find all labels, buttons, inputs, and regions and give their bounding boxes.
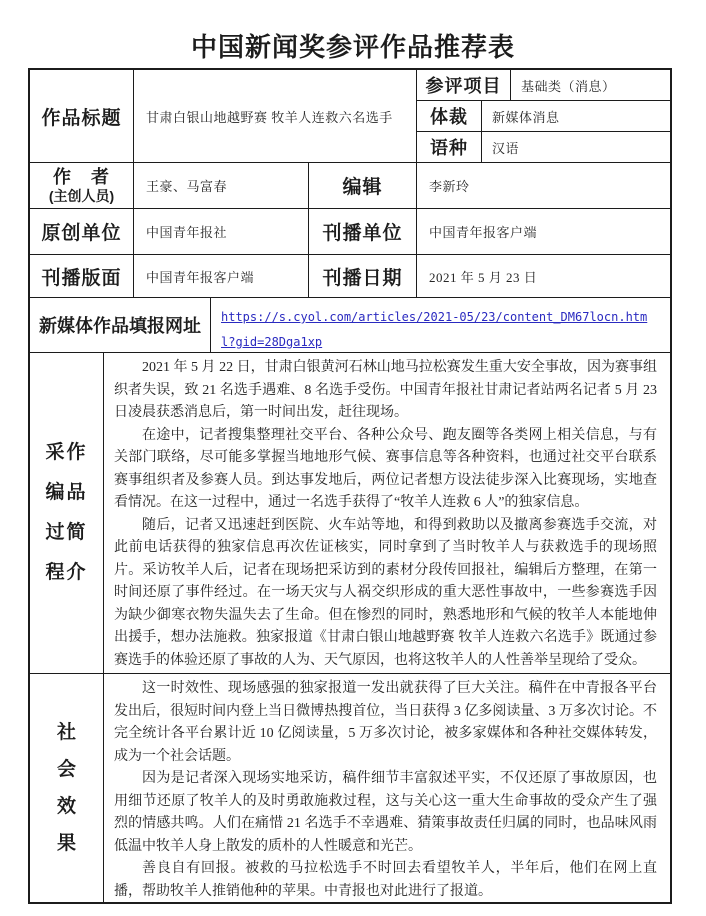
row-work-title (30, 70, 670, 162)
publish-page-value: 中国青年报客户端 (133, 255, 308, 297)
author-label-line1: 作 者 (53, 167, 110, 187)
row-language (417, 131, 670, 162)
effect-paragraph-2: 因为是记者深入现场实地采访，稿件细节丰富叙述平实，不仅还原了事故原因，也用细节还原了牧羊人的及时勇敢施救过程，这与关心这一重大生命事故的受众产生了强烈的情感共鸣。人们在痛惜 21 名选手不幸遇难、猜策事故责任归属的同时，也品味风雨低温中牧羊人身上散发的质朴的人性暖意和光芒。 (114, 771, 657, 854)
effect-paragraph-3: 善良自有回报。被救的马拉松选手不时回去看望牧羊人，半年后，他们在网上直播，帮助牧羊人推销他种的苹果。中青报也对此进行了报道。 (114, 861, 657, 899)
page-title: 中国新闻奖参评作品推荐表 (190, 33, 515, 62)
entry-url-link[interactable]: https://s.cyol.com/articles/2021-05/23/content_DM67locn.html?gid=28Dga1xp (221, 310, 648, 349)
row-process-section (30, 352, 670, 673)
effect-label-line: 会 (56, 759, 76, 780)
row-original-unit (30, 208, 670, 254)
row-publish-page (30, 254, 670, 297)
process-paragraph-2: 在途中，记者搜集整理社交平台、各种公众号、跑友圈等各类网上相关信息，与有关部门联络，尽可能多掌握当地地形气候、赛事信息等各种资料，也通过社交平台联系赛事组织者及参赛人员。到达事发地后，两位记者想方设法徒步深入比赛现场，实地查看情况。在这一过程中，通过一名选手获得了“牧羊人连救 6 人”的独家信息。 (114, 427, 657, 510)
effect-label-line: 效 (56, 796, 76, 817)
author-label (30, 163, 133, 208)
publish-unit-label: 刊播单位 (308, 209, 416, 254)
genre-value: 新媒体消息 (481, 101, 670, 131)
process-label-line: 过简 (45, 522, 88, 543)
publish-unit-value: 中国青年报客户端 (416, 209, 670, 254)
row-entry-category (417, 70, 670, 100)
row-author (30, 162, 670, 208)
entry-url-cell (210, 298, 670, 352)
publish-date-value: 2021 年 5 月 23 日 (416, 255, 670, 297)
row-genre (417, 100, 670, 131)
effect-label-line: 社 (56, 722, 76, 743)
process-label-line: 程介 (45, 562, 88, 583)
author-label-line2: (主创人员) (48, 188, 115, 204)
process-paragraph-3: 随后，记者又迅速赶到医院、火车站等地，和得到救助以及撤离参赛选手交流，对此前电话获得的独家信息再次佐证核实，同时拿到了当时牧羊人与获救选手的现场照片。采访牧羊人后，记者在现场把采访到的素材分段传回报社，编辑后方整理，在第一时间还原了事件经过。在一场天灾与人祸交织形成的重大恶性事故中，一些参赛选手因为缺少御寒衣物失温失去了生命。但在惨烈的同时，熟悉地形和气候的牧羊人本能地伸出援手，想办法施救。独家报道《甘肃白银山地越野赛 牧羊人连救六名选手》既通过参赛选手的体验还原了事故的人为、天气原因，也将这牧羊人的人性善举呈现给了受众。 (114, 517, 657, 668)
recommendation-form (28, 68, 672, 904)
work-title-value: 甘肃白银山地越野赛 牧羊人连救六名选手 (133, 70, 416, 162)
publish-date-label: 刊播日期 (308, 255, 416, 297)
author-value: 王豪、马富春 (133, 163, 308, 208)
entry-category-value: 基础类（消息） (510, 70, 670, 100)
entry-url-label: 新媒体作品填报网址 (39, 316, 201, 336)
original-unit-value: 中国青年报社 (133, 209, 308, 254)
row-entry-url (30, 297, 670, 352)
process-label-line: 采作 (45, 442, 88, 463)
editor-value: 李新玲 (416, 163, 670, 208)
editor-label: 编辑 (308, 163, 416, 208)
language-label: 语种 (430, 138, 468, 158)
category-block (416, 70, 670, 162)
effect-section-label (30, 674, 103, 902)
row-effect-section (30, 673, 670, 902)
entry-category-label: 参评项目 (425, 76, 502, 96)
process-section-label (30, 353, 103, 673)
effect-paragraph-1: 这一时效性、现场感强的独家报道一发出就获得了巨大关注。稿件在中青报各平台发出后，很短时间内登上当日微博热搜首位，当日获得 3 亿多阅读量、3 万多次讨论。不完全统计各平台累计近 10 亿阅读量，5 万多次讨论，被多家媒体和各种社交媒体转发，成为一个社会话题。 (114, 681, 657, 764)
work-title-label: 作品标题 (41, 107, 122, 129)
process-section-body (103, 353, 670, 673)
process-label-line: 编品 (45, 482, 88, 503)
language-value: 汉语 (481, 132, 670, 162)
genre-label: 体裁 (430, 107, 468, 127)
effect-label-line: 果 (56, 833, 76, 854)
publish-page-label: 刊播版面 (41, 267, 122, 289)
process-paragraph-1: 2021 年 5 月 22 日，甘肃白银黄河石林山地马拉松赛发生重大安全事故，因为赛事组织者失误，致 21 名选手遇难、8 名选手受伤。中国青年报社甘肃记者站两名记者 5 月 23 日凌晨获悉消息后，第一时间出发，赶往现场。 (114, 360, 657, 420)
original-unit-label: 原创单位 (41, 223, 122, 244)
effect-section-body (103, 674, 670, 902)
